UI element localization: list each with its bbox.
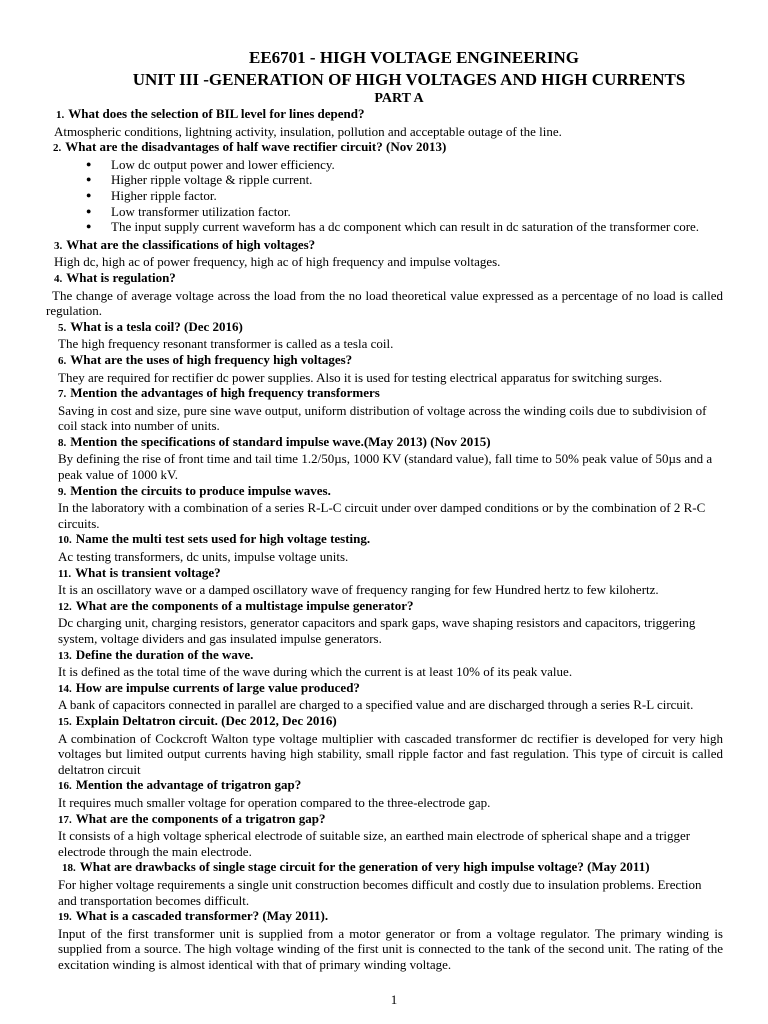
answer-15: A combination of Cockcroft Walton type voltage multiplier with cascaded transformer dc rectifier is developed for very high voltages but limited output currents having high stability, small ripple factor and fast regulation. This type of circuit is called deltatron circuit — [58, 730, 723, 777]
question-7: 7. Mention the advantages of high frequency transformers — [58, 385, 380, 401]
question-18: 18. What are drawbacks of single stage circuit for the generation of very high impulse voltage? (May 2011) — [62, 859, 650, 875]
question-2: 2. What are the disadvantages of half wave rectifier circuit? (Nov 2013) — [53, 139, 447, 155]
answer-1: Atmospheric conditions, lightning activity, insulation, pollution and acceptable outage of the line. — [54, 123, 562, 139]
question-12: 12. What are the components of a multistage impulse generator? — [58, 597, 414, 613]
answer-19: Input of the first transformer unit is supplied from a motor generator or from a voltage regulator. The primary winding is supplied from a source. The high voltage winding of the first unit is connected to the tank of the second unit. The rating of the excitation winding is almost identical with that of primary winding voltage. — [58, 925, 723, 972]
answer-7: Saving in cost and size, pure sine wave output, uniform distribution of voltage across the winding coils due to subdivision of coil stack into number of units. — [58, 402, 707, 434]
qa-content — [48, 106, 723, 972]
question-11: 11. What is transient voltage? — [58, 564, 221, 580]
answer-5: The high frequency resonant transformer is called as a tesla coil. — [58, 336, 394, 352]
question-17: 17. What are the components of a trigatron gap? — [58, 810, 326, 826]
list-item: ● Low dc output power and lower efficiency. — [86, 157, 723, 173]
answer-13: It is defined as the total time of the wave during which the current is at least 10% of its peak value. — [58, 664, 573, 680]
list-item: ● Higher ripple factor. — [86, 188, 723, 204]
question-9: 9. Mention the circuits to produce impulse waves. — [58, 482, 331, 498]
question-4: 4. What is regulation? — [54, 269, 176, 285]
page-number: 1 — [390, 992, 398, 1007]
document-title: EE6701 - HIGH VOLTAGE ENGINEERING — [249, 48, 579, 67]
list-item: ● Higher ripple voltage & ripple current. — [86, 172, 723, 188]
answer-12: Dc charging unit, charging resistors, generator capacitors and spark gaps, wave shaping resistors and capacitors, triggering system, voltage dividers and gas insulated impulse generators. — [58, 615, 696, 646]
question-5: 5. What is a tesla coil? (Dec 2016) — [58, 318, 243, 334]
answer-10: Ac testing transformers, dc units, impulse voltage units. — [58, 549, 349, 565]
answer-9: In the laboratory with a combination of a series R-L-C circuit under over damped conditions or by the combination of 2 R-C circuits. — [58, 500, 706, 531]
answer-16: It requires much smaller voltage for operation compared to the three-electrode gap. — [58, 794, 491, 810]
answer-8: By defining the rise of front time and tail time 1.2/50µs, 1000 KV (standard value), fall time to 50% peak value of 50µs and a peak value of 1000 kV. — [58, 451, 713, 483]
question-10: 10. Name the multi test sets used for high voltage testing. — [58, 531, 371, 547]
question-1: 1. What does the selection of BIL level for lines depend? — [56, 106, 365, 121]
question-14: 14. How are impulse currents of large value produced? — [58, 679, 360, 695]
question-13: 13. Define the duration of the wave. — [58, 646, 254, 662]
answer-17: It consists of a high voltage spherical electrode of suitable size, an earthed main electrode of spherical shape and a trigger electrode through the main electrode. — [58, 828, 691, 859]
list-item: ● Low transformer utilization factor. — [86, 204, 723, 220]
question-19: 19. What is a cascaded transformer? (May 2011). — [58, 908, 329, 924]
answer-3: High dc, high ac of power frequency, high ac of high frequency and impulse voltages. — [54, 254, 501, 270]
question-15: 15. Explain Deltatron circuit. (Dec 2012, Dec 2016) — [58, 712, 337, 728]
question-6: 6. What are the uses of high frequency high voltages? — [58, 351, 353, 367]
question-3: 3. What are the classifications of high voltages? — [54, 236, 316, 252]
unit-title: UNIT III -GENERATION OF HIGH VOLTAGES AND HIGH CURRENTS — [132, 70, 686, 89]
question-8: 8. Mention the specifications of standard impulse wave.(May 2013) (Nov 2015) — [58, 433, 491, 449]
part-heading: PART A — [374, 91, 424, 106]
question-16: 16. Mention the advantage of trigatron gap? — [58, 777, 302, 793]
answer-4: The change of average voltage across the load from the no load theoretical value expressed as a percentage of no load is called regulation. — [46, 287, 723, 319]
answer-14: A bank of capacitors connected in parallel are charged to a specified value and are discharged through a series R-L circuit. — [58, 697, 694, 713]
list-item: ● The input supply current waveform has a dc component which can result in dc saturation of the transformer core. — [86, 219, 723, 235]
answer-11: It is an oscillatory wave or a damped oscillatory wave of frequency ranging for few Hundred hertz to few kilohertz. — [58, 582, 659, 598]
answer-6: They are required for rectifier dc power supplies. Also it is used for testing electrical apparatus for switching surges. — [58, 369, 663, 385]
answer-18: For higher voltage requirements a single unit construction becomes difficult and costly due to insulation problems. Erection and transportation becomes difficult. — [58, 876, 702, 908]
bullet-list — [48, 157, 723, 235]
